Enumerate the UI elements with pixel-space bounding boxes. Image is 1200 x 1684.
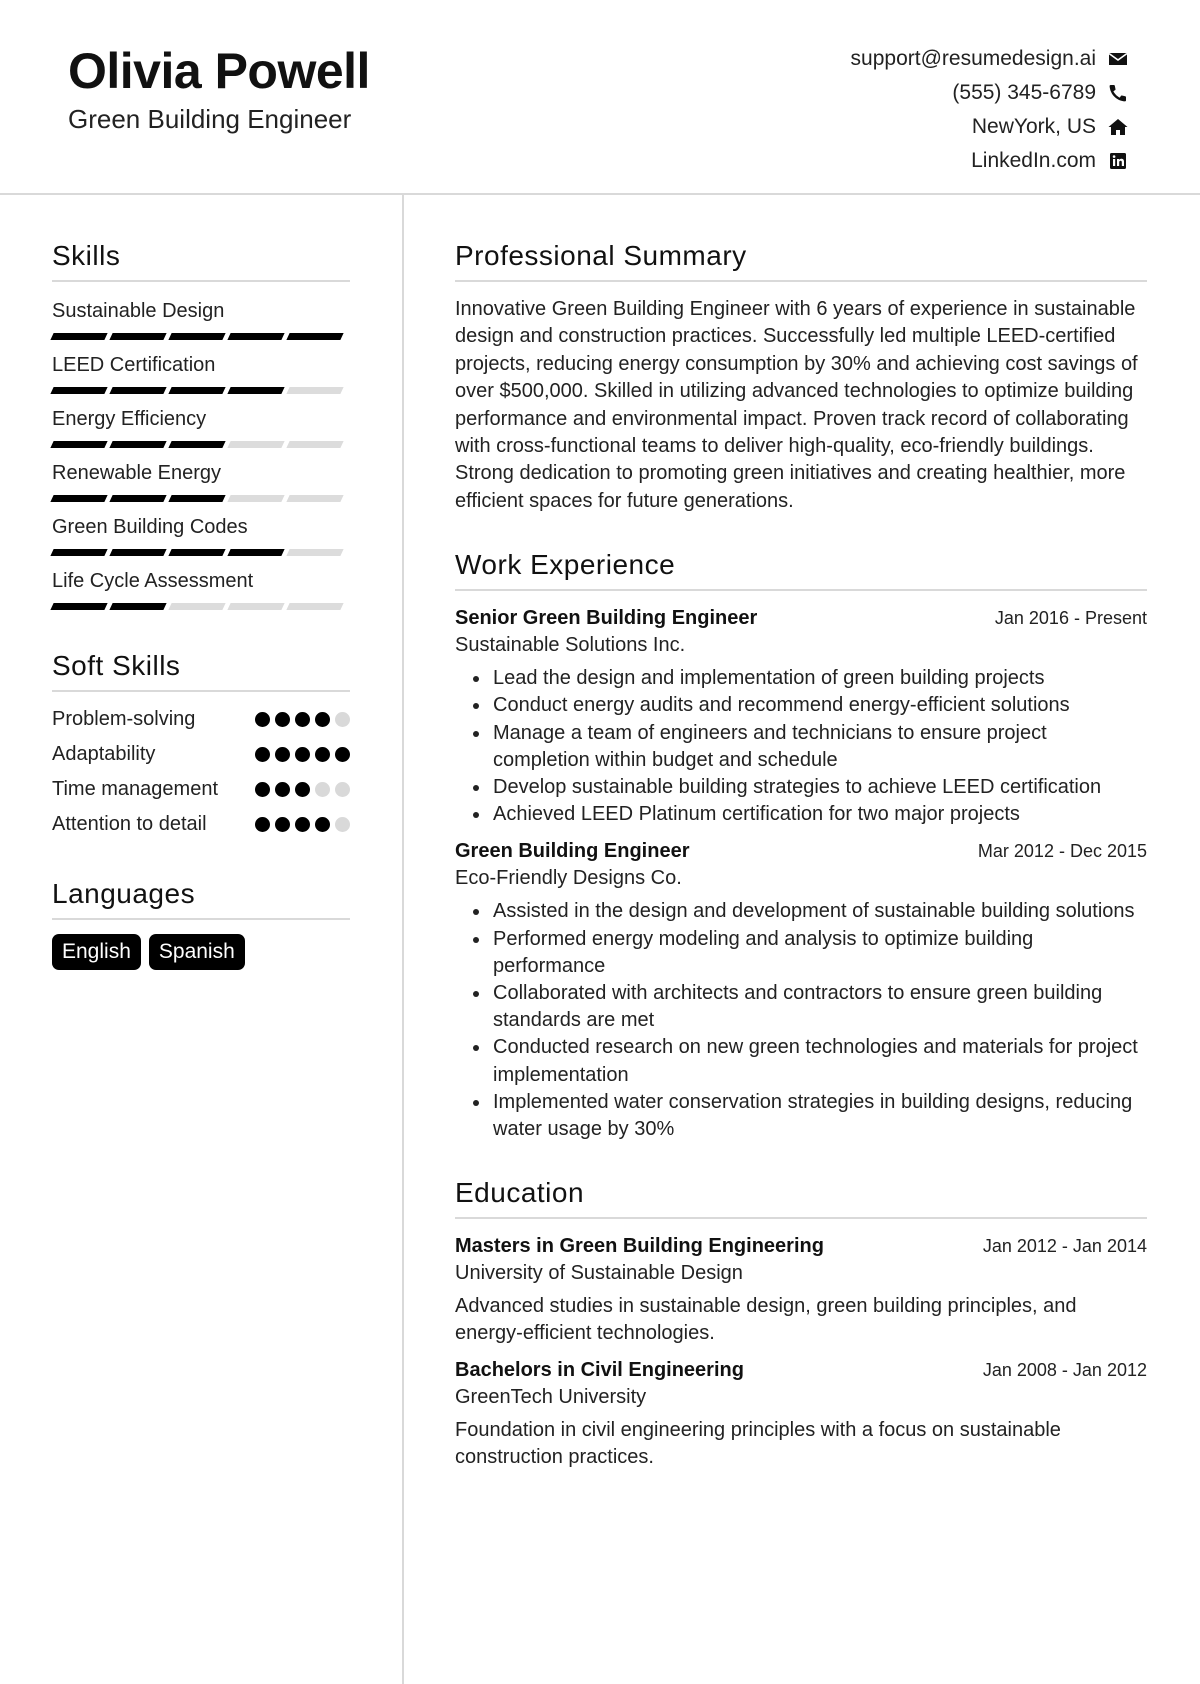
soft-skills-heading: Soft Skills — [52, 650, 350, 692]
rating-dot — [255, 817, 270, 832]
rating-dot — [315, 817, 330, 832]
rating-dot — [335, 747, 350, 762]
languages-list — [52, 934, 350, 970]
job-dates: Mar 2012 - Dec 2015 — [977, 841, 1147, 862]
job-bullet: Lead the design and implementation of green building projects — [473, 665, 1147, 692]
contact-list — [851, 42, 1128, 178]
skill-level-segment — [286, 495, 343, 502]
rating-dot — [255, 747, 270, 762]
skill-level-segment — [227, 441, 284, 448]
rating-dot — [275, 782, 290, 797]
skill-level-segment — [109, 387, 166, 394]
envelope-icon — [1108, 49, 1128, 69]
rating-dot — [315, 782, 330, 797]
language-badge: English — [52, 934, 141, 970]
skill-level-bar — [52, 488, 350, 508]
skill-level-segment — [50, 441, 107, 448]
skill-level-segment — [286, 441, 343, 448]
skill-item — [52, 404, 350, 454]
education-list — [455, 1233, 1147, 1471]
summary-heading: Professional Summary — [455, 240, 1147, 282]
skill-level-bar — [52, 434, 350, 454]
education-header — [455, 1233, 1147, 1259]
rating-dot — [295, 782, 310, 797]
job-bullets — [473, 665, 1147, 828]
contact-linkedin[interactable] — [851, 144, 1128, 178]
rating-dot — [335, 782, 350, 797]
education-header — [455, 1357, 1147, 1383]
job-bullet: Conducted research on new green technologies and materials for project implementation — [473, 1034, 1147, 1088]
soft-skill-name: Adaptability — [52, 743, 156, 765]
skill-level-segment — [227, 495, 284, 502]
skill-name: Renewable Energy — [52, 462, 221, 484]
skill-level-segment — [227, 603, 284, 610]
education-school: GreenTech University — [455, 1386, 647, 1409]
skill-level-segment — [168, 387, 225, 394]
skill-name: Sustainable Design — [52, 300, 225, 322]
rating-dot — [295, 747, 310, 762]
skill-level-bar — [52, 542, 350, 562]
skill-level-bar — [52, 380, 350, 400]
job-company: Sustainable Solutions Inc. — [455, 634, 686, 657]
left-column — [52, 240, 350, 970]
rating-dot — [275, 817, 290, 832]
email-text[interactable]: support@resumedesign.ai — [850, 47, 1096, 70]
rating-dot — [295, 817, 310, 832]
soft-skill-name: Attention to detail — [52, 813, 207, 835]
job-entry — [455, 605, 1147, 828]
skill-level-segment — [109, 495, 166, 502]
education-degree: Bachelors in Civil Engineering — [455, 1359, 744, 1382]
rating-dot — [335, 817, 350, 832]
skill-level-segment — [227, 549, 284, 556]
experience-heading: Work Experience — [455, 549, 1147, 591]
skills-heading: Skills — [52, 240, 350, 282]
candidate-name: Olivia Powell — [68, 43, 370, 99]
contact-email[interactable] — [851, 42, 1128, 76]
education-dates: Jan 2008 - Jan 2012 — [982, 1360, 1147, 1381]
education-dates: Jan 2012 - Jan 2014 — [982, 1236, 1147, 1257]
job-role: Senior Green Building Engineer — [455, 607, 758, 630]
skill-level-segment — [50, 333, 107, 340]
job-bullet: Conduct energy audits and recommend energy-efficient solutions — [473, 692, 1147, 719]
soft-skills-list — [52, 706, 350, 838]
skill-level-segment — [168, 441, 225, 448]
skill-level-segment — [168, 333, 225, 340]
linkedin-icon — [1108, 151, 1128, 171]
contact-location — [851, 110, 1128, 144]
languages-heading: Languages — [52, 878, 350, 920]
education-heading: Education — [455, 1177, 1147, 1219]
rating-dot — [335, 712, 350, 727]
skill-level-segment — [109, 603, 166, 610]
rating-dot — [295, 712, 310, 727]
skill-item — [52, 458, 350, 508]
skills-list — [52, 296, 350, 616]
education-description: Advanced studies in sustainable design, green building principles, and energy-efficient technologies. — [455, 1295, 1077, 1345]
skill-name: Green Building Codes — [52, 516, 248, 538]
skill-level-segment — [109, 549, 166, 556]
experience-list — [455, 605, 1147, 1143]
education-description: Foundation in civil engineering principles with a focus on sustainable construction practices. — [455, 1419, 1061, 1469]
skill-name: Energy Efficiency — [52, 408, 207, 430]
education-school: University of Sustainable Design — [455, 1262, 743, 1285]
skill-level-segment — [286, 549, 343, 556]
soft-skill-rating — [255, 706, 350, 727]
soft-skill-name: Problem-solving — [52, 708, 196, 730]
skill-level-segment — [109, 441, 166, 448]
skill-level-segment — [50, 495, 107, 502]
rating-dot — [275, 712, 290, 727]
rating-dot — [315, 712, 330, 727]
soft-skill-rating — [255, 811, 350, 832]
contact-phone[interactable] — [851, 76, 1128, 110]
soft-skill-item — [52, 776, 350, 803]
language-badge: Spanish — [149, 934, 245, 970]
skill-item — [52, 512, 350, 562]
column-divider — [402, 195, 404, 1684]
job-company: Eco-Friendly Designs Co. — [455, 867, 682, 890]
skill-level-segment — [286, 387, 343, 394]
rating-dot — [315, 747, 330, 762]
soft-skill-item — [52, 811, 350, 838]
skill-level-segment — [227, 387, 284, 394]
rating-dot — [255, 782, 270, 797]
job-bullet: Performed energy modeling and analysis to optimize building performance — [473, 926, 1147, 980]
location-text: NewYork, US — [971, 115, 1096, 138]
skill-level-bar — [52, 596, 350, 616]
home-icon — [1108, 117, 1128, 137]
rating-dot — [255, 712, 270, 727]
skill-level-segment — [286, 603, 343, 610]
skill-level-segment — [168, 549, 225, 556]
summary-text: Innovative Green Building Engineer with 6 years of experience in sustainable design and construction practices. Successfully led multiple LEED-certified projects, reducing energy consumption by 30% and achieving cost savings of over $500,000. Skilled in utilizing advanced technologies to optimize building performance and environmental impact. Proven track record of collaborating with cross-functional teams to deliver high-quality, eco-friendly buildings. Strong dedication to promoting green initiatives and creating healthier, more efficient spaces for future generations. — [455, 298, 1138, 512]
job-bullet: Manage a team of engineers and technicians to ensure project completion within budget and schedule — [473, 720, 1147, 774]
job-bullet: Develop sustainable building strategies to achieve LEED certification — [473, 774, 1147, 801]
candidate-title: Green Building Engineer — [68, 104, 352, 134]
right-column — [455, 240, 1147, 1481]
phone-icon — [1108, 83, 1128, 103]
job-header — [455, 838, 1147, 864]
skill-name: LEED Certification — [52, 354, 216, 376]
skill-level-segment — [50, 549, 107, 556]
job-dates: Jan 2016 - Present — [994, 608, 1147, 629]
soft-skill-item — [52, 741, 350, 768]
skill-level-segment — [168, 603, 225, 610]
resume-header — [0, 0, 1200, 195]
linkedin-text[interactable]: LinkedIn.com — [971, 149, 1096, 172]
job-bullet: Collaborated with architects and contractors to ensure green building standards are met — [473, 980, 1147, 1034]
education-degree: Masters in Green Building Engineering — [455, 1235, 824, 1258]
skill-level-segment — [227, 333, 284, 340]
soft-skill-rating — [255, 776, 350, 797]
skill-level-segment — [50, 603, 107, 610]
skill-level-segment — [168, 495, 225, 502]
job-bullets — [473, 898, 1147, 1143]
job-role: Green Building Engineer — [455, 840, 690, 863]
soft-skill-item — [52, 706, 350, 733]
soft-skill-name: Time management — [52, 778, 218, 800]
job-entry — [455, 838, 1147, 1143]
job-header — [455, 605, 1147, 631]
soft-skill-rating — [255, 741, 350, 762]
skill-item — [52, 296, 350, 346]
skill-level-segment — [50, 387, 107, 394]
job-bullet: Assisted in the design and development of sustainable building solutions — [473, 898, 1147, 925]
skill-level-segment — [109, 333, 166, 340]
job-bullet: Implemented water conservation strategies in building designs, reducing water usage by 30% — [473, 1089, 1147, 1143]
job-bullet: Achieved LEED Platinum certification for two major projects — [473, 801, 1147, 828]
phone-text[interactable]: (555) 345-6789 — [952, 81, 1096, 104]
skill-level-bar — [52, 326, 350, 346]
rating-dot — [275, 747, 290, 762]
skill-item — [52, 350, 350, 400]
education-entry — [455, 1233, 1147, 1347]
skill-level-segment — [286, 333, 343, 340]
skill-name: Life Cycle Assessment — [52, 570, 254, 592]
education-entry — [455, 1357, 1147, 1471]
skill-item — [52, 566, 350, 616]
